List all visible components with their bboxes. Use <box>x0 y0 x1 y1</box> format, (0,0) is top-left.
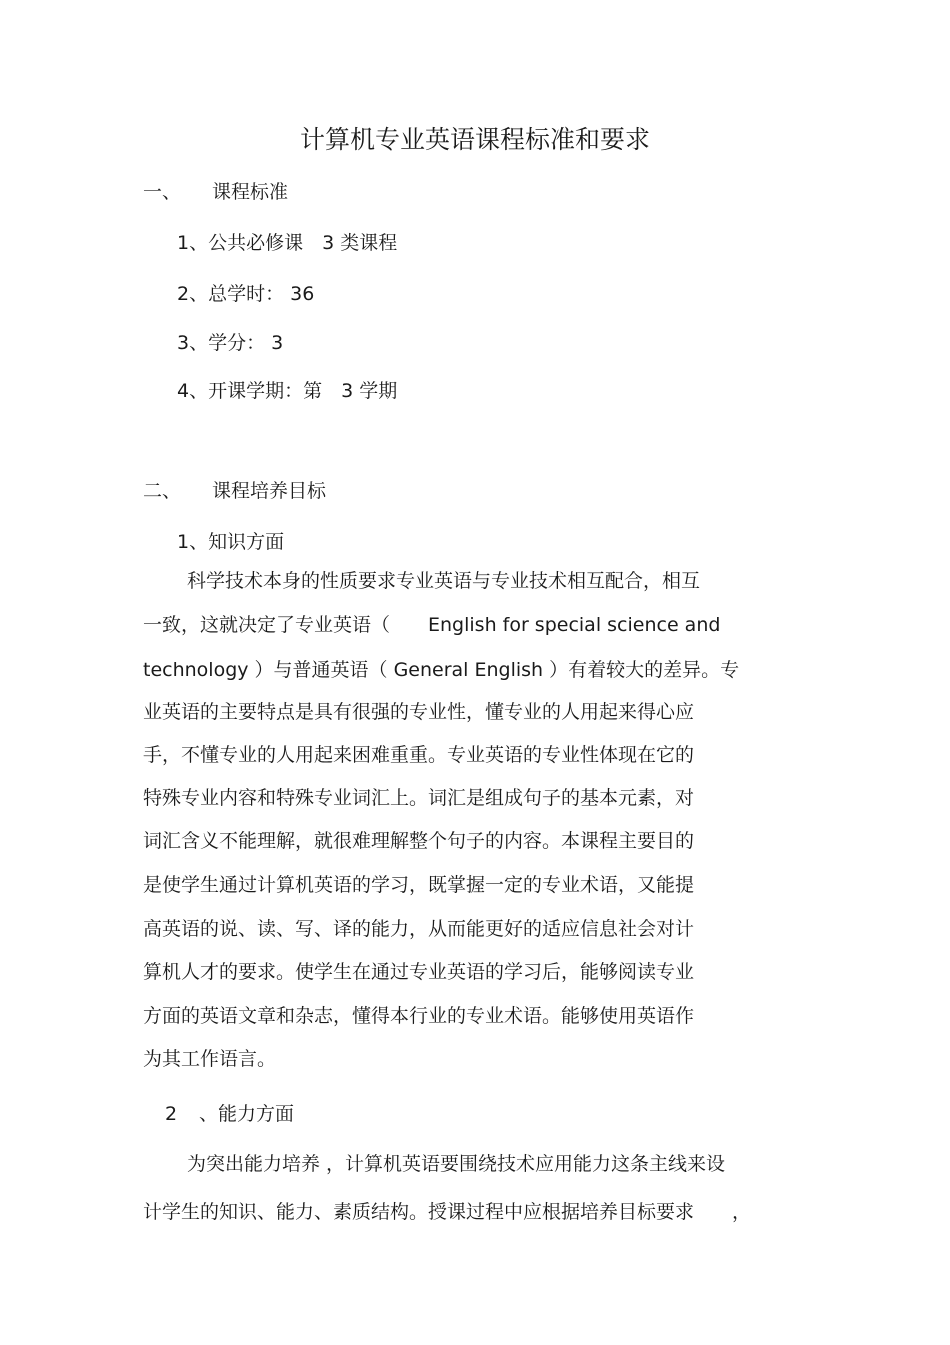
knowledge-paragraph-line: 方面的英语文章和杂志，懂得本行业的专业术语。能够使用英语作 <box>143 1005 695 1027</box>
knowledge-paragraph-line: 业英语的主要特点是具有很强的专业性，懂专业的人用起来得心应 <box>143 701 695 723</box>
document-title: 计算机专业英语课程标准和要求 <box>299 125 650 154</box>
knowledge-paragraph-line: 特殊专业内容和特殊专业词汇上。词汇是组成句子的基本元素，对 <box>143 787 695 809</box>
ability-paragraph-line: 计学生的知识、能力、素质结构。授课过程中应根据培养目标要求 ， <box>143 1201 752 1223</box>
ability-heading: 、能力方面 <box>199 1103 295 1125</box>
knowledge-paragraph-line: 词汇含义不能理解，就很难理解整个句子的内容。本课程主要目的 <box>143 830 695 852</box>
knowledge-heading: 1、知识方面 <box>177 531 285 553</box>
course-type-item: 1、公共必修课 3 类课程 <box>177 232 398 254</box>
section-2-number: 二、 <box>143 480 182 502</box>
credits-item: 3、学分： 3 <box>177 332 284 354</box>
section-1-number: 一、 <box>143 181 182 203</box>
ability-paragraph-line: 为突出能力培养 ，计算机英语要围绕技术应用能力这条主线来设 <box>187 1153 726 1175</box>
section-1-heading: 课程标准 <box>212 181 289 203</box>
knowledge-paragraph-line: 算机人才的要求。使学生在通过专业英语的学习后，能够阅读专业 <box>143 961 695 983</box>
knowledge-paragraph-line: 为其工作语言。 <box>143 1048 277 1070</box>
section-2-heading: 课程培养目标 <box>212 480 327 502</box>
semester-item: 4、开课学期：第 3 学期 <box>177 380 398 402</box>
knowledge-paragraph-line: technology ）与普通英语（ General English ）有着较大的差异。专 <box>143 659 740 681</box>
knowledge-paragraph-line: 手，不懂专业的人用起来困难重重。专业英语的专业性体现在它的 <box>143 744 695 766</box>
knowledge-paragraph-line: 一致，这就决定了专业英语（ English for special science and <box>143 614 721 636</box>
knowledge-paragraph-line: 高英语的说、读、写、译的能力，从而能更好的适应信息社会对计 <box>143 918 695 940</box>
total-hours-item: 2、总学时： 36 <box>177 283 315 305</box>
knowledge-paragraph-line: 科学技术本身的性质要求专业英语与专业技术相互配合，相互 <box>187 570 701 592</box>
ability-number: 2 <box>165 1103 178 1125</box>
knowledge-paragraph-line: 是使学生通过计算机英语的学习，既掌握一定的专业术语，又能提 <box>143 874 695 896</box>
